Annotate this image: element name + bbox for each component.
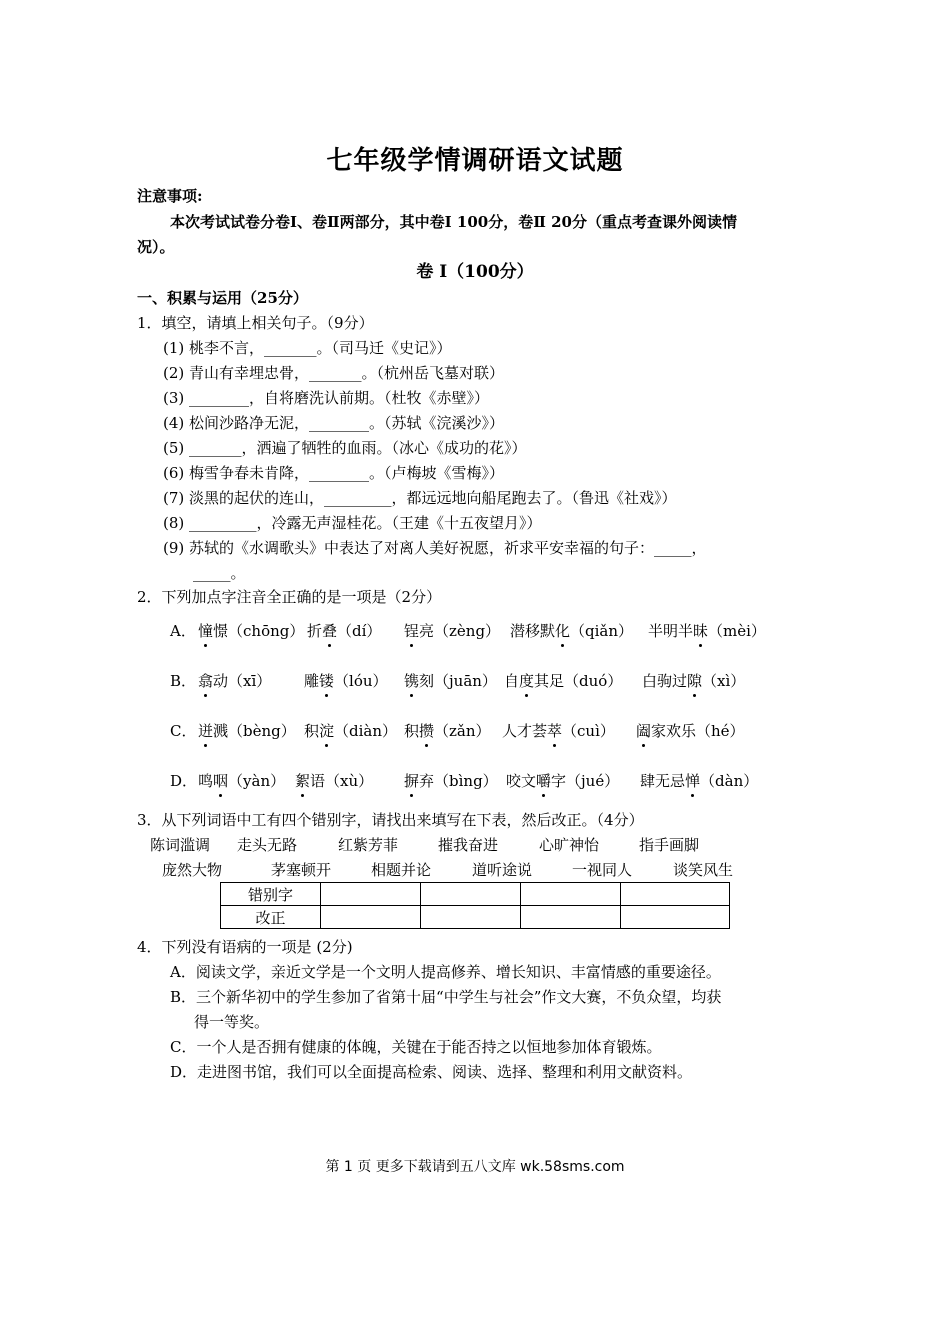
- q4-option-a: A．阅读文学，亲近文学是一个文明人提高修养、增长知识、丰富情感的重要途径。: [170, 963, 721, 981]
- table-row: [221, 906, 730, 929]
- notice-line-1: 本次考试试卷分卷Ⅰ、卷Ⅱ两部分，其中卷Ⅰ 100分，卷Ⅱ 20分（重点考查课外阅读情: [170, 213, 737, 231]
- q2-stem: 2．下列加点字注音全正确的是一项是（2分）: [137, 588, 442, 606]
- q2-option-word: 阖家欢乐（hé）: [636, 722, 745, 740]
- q2-option-label: D．: [170, 772, 198, 790]
- q2-option-word: 肆无忌惮（dàn）: [640, 772, 759, 790]
- q3-words-row-1: [0, 835, 950, 855]
- notice-line-2: 况）。: [137, 238, 175, 256]
- q3-word: 心旷神怡: [539, 836, 600, 854]
- answer-cell[interactable]: [321, 906, 421, 929]
- q2-option-word: 积攒（zǎn）: [404, 722, 491, 740]
- q2-option-label: B．: [170, 672, 197, 690]
- q3-word: 相题并论: [371, 861, 432, 879]
- q1-item: (8) _________，冷露无声湿桂花。（王建《十五夜望月》）: [163, 514, 542, 532]
- answer-cell[interactable]: [421, 906, 521, 929]
- volume-1-heading: 卷 Ⅰ（100分）: [416, 262, 534, 282]
- q2-option-word: 雕镂（lóu）: [304, 672, 388, 690]
- q2-option-word: 絮语（xù）: [295, 772, 374, 790]
- q1-item: (4) 松间沙路净无泥，________。（苏轼《浣溪沙》）: [163, 414, 505, 432]
- q1-item: (2) 青山有幸埋忠骨，_______。（杭州岳飞墓对联）: [163, 364, 505, 382]
- answer-cell[interactable]: [621, 906, 730, 929]
- q3-word: 道听途说: [472, 861, 533, 879]
- q2-option-word: 半明半昧（mèi）: [648, 622, 766, 640]
- q3-word: 庞然大物: [162, 861, 223, 879]
- q2-option-word: 自度其足（duó）: [504, 672, 623, 690]
- q2-option-word: 咬文嚼字（jué）: [506, 772, 620, 790]
- q3-word: 一视同人: [572, 861, 633, 879]
- page-title: 七年级学情调研语文试题: [326, 146, 624, 176]
- q3-answer-table: [220, 882, 730, 929]
- q2-option-word: 人才荟萃（cuì）: [502, 722, 615, 740]
- q1-item: (9) 苏轼的《水调歌头》中表达了对离人美好祝愿，祈求平安幸福的句子：_____，: [163, 539, 707, 557]
- section-1-heading: 一、积累与运用（25分）: [137, 289, 308, 307]
- q1-item: (1) 桃李不言，_______。（司马迁《史记》）: [163, 339, 452, 357]
- answer-cell[interactable]: [421, 883, 521, 906]
- answer-cell[interactable]: [521, 883, 621, 906]
- q1-item: (3) ________，自将磨洗认前期。（杜牧《赤壁》）: [163, 389, 490, 407]
- q2-option-word: 镌刻（juān）: [404, 672, 497, 690]
- q2-option-word: 白驹过隙（xì）: [642, 672, 746, 690]
- q4-stem: 4．下列没有语病的一项是 (2分): [137, 938, 353, 956]
- answer-cell[interactable]: [321, 883, 421, 906]
- q4-option-b: B．三个新华初中的学生参加了省第十届“中学生与社会”作文大赛，不负众望，均获: [170, 988, 722, 1006]
- q3-word: 红紫芳菲: [338, 836, 399, 854]
- q2-option-word: 积淀（diàn）: [304, 722, 398, 740]
- q2-option-word: 迸溅（bèng）: [198, 722, 296, 740]
- q4-option-b-continuation: 得一等奖。: [194, 1013, 270, 1031]
- q2-option-label: C．: [170, 722, 197, 740]
- q2-option-label: A．: [170, 622, 196, 640]
- q4-option-c: C．一个人是否拥有健康的体魄，关键在于能否持之以恒地参加体育锻炼。: [170, 1038, 662, 1056]
- q3-word: 谈笑风生: [673, 861, 734, 879]
- q2-option-word: 翕动（xī）: [198, 672, 272, 690]
- q2-option-word: 潜移默化（qiǎn）: [510, 622, 634, 640]
- table-row-label-wrong: 错别字: [221, 883, 321, 906]
- q3-words-row-2: [0, 860, 950, 880]
- page-footer: 第 1 页 更多下载请到五八文库 wk.58sms.com: [325, 1159, 625, 1175]
- q3-word: 摧我奋进: [438, 836, 499, 854]
- table-row-label-correct: 改正: [221, 906, 321, 929]
- q3-stem: 3．从下列词语中工有四个错别字，请找出来填写在下表，然后改正。（4分）: [137, 811, 644, 829]
- q1-item-9-continuation: _____。: [193, 564, 246, 582]
- q1-stem: 1．填空，请填上相关句子。（9分）: [137, 314, 374, 332]
- answer-cell[interactable]: [521, 906, 621, 929]
- q1-item: (5) _______，洒遍了牺牲的血雨。（冰心《成功的花》）: [163, 439, 527, 457]
- table-row: [221, 883, 730, 906]
- q3-word: 茅塞顿开: [271, 861, 332, 879]
- notice-heading: 注意事项:: [137, 187, 203, 205]
- q3-word: 指手画脚: [639, 836, 700, 854]
- q2-option-word: 憧憬（chōng）: [198, 622, 305, 640]
- q2-option-word: 摒弃（bìng）: [404, 772, 498, 790]
- q1-item: (7) 淡黑的起伏的连山，_________，都远远地向船尾跑去了。（鲁迅《社戏》）: [163, 489, 677, 507]
- answer-cell[interactable]: [621, 883, 730, 906]
- q3-word: 走头无路: [237, 836, 298, 854]
- q3-word: 陈词滥调: [150, 836, 211, 854]
- q2-option-word: 折叠（dí）: [307, 622, 382, 640]
- q2-option-word: 鸣咽（yàn）: [198, 772, 286, 790]
- q4-option-d: D．走进图书馆，我们可以全面提高检索、阅读、选择、整理和利用文献资料。: [170, 1063, 693, 1081]
- q2-option-word: 锃亮（zèng）: [404, 622, 501, 640]
- q1-item: (6) 梅雪争春未肯降，________。（卢梅坡《雪梅》）: [163, 464, 505, 482]
